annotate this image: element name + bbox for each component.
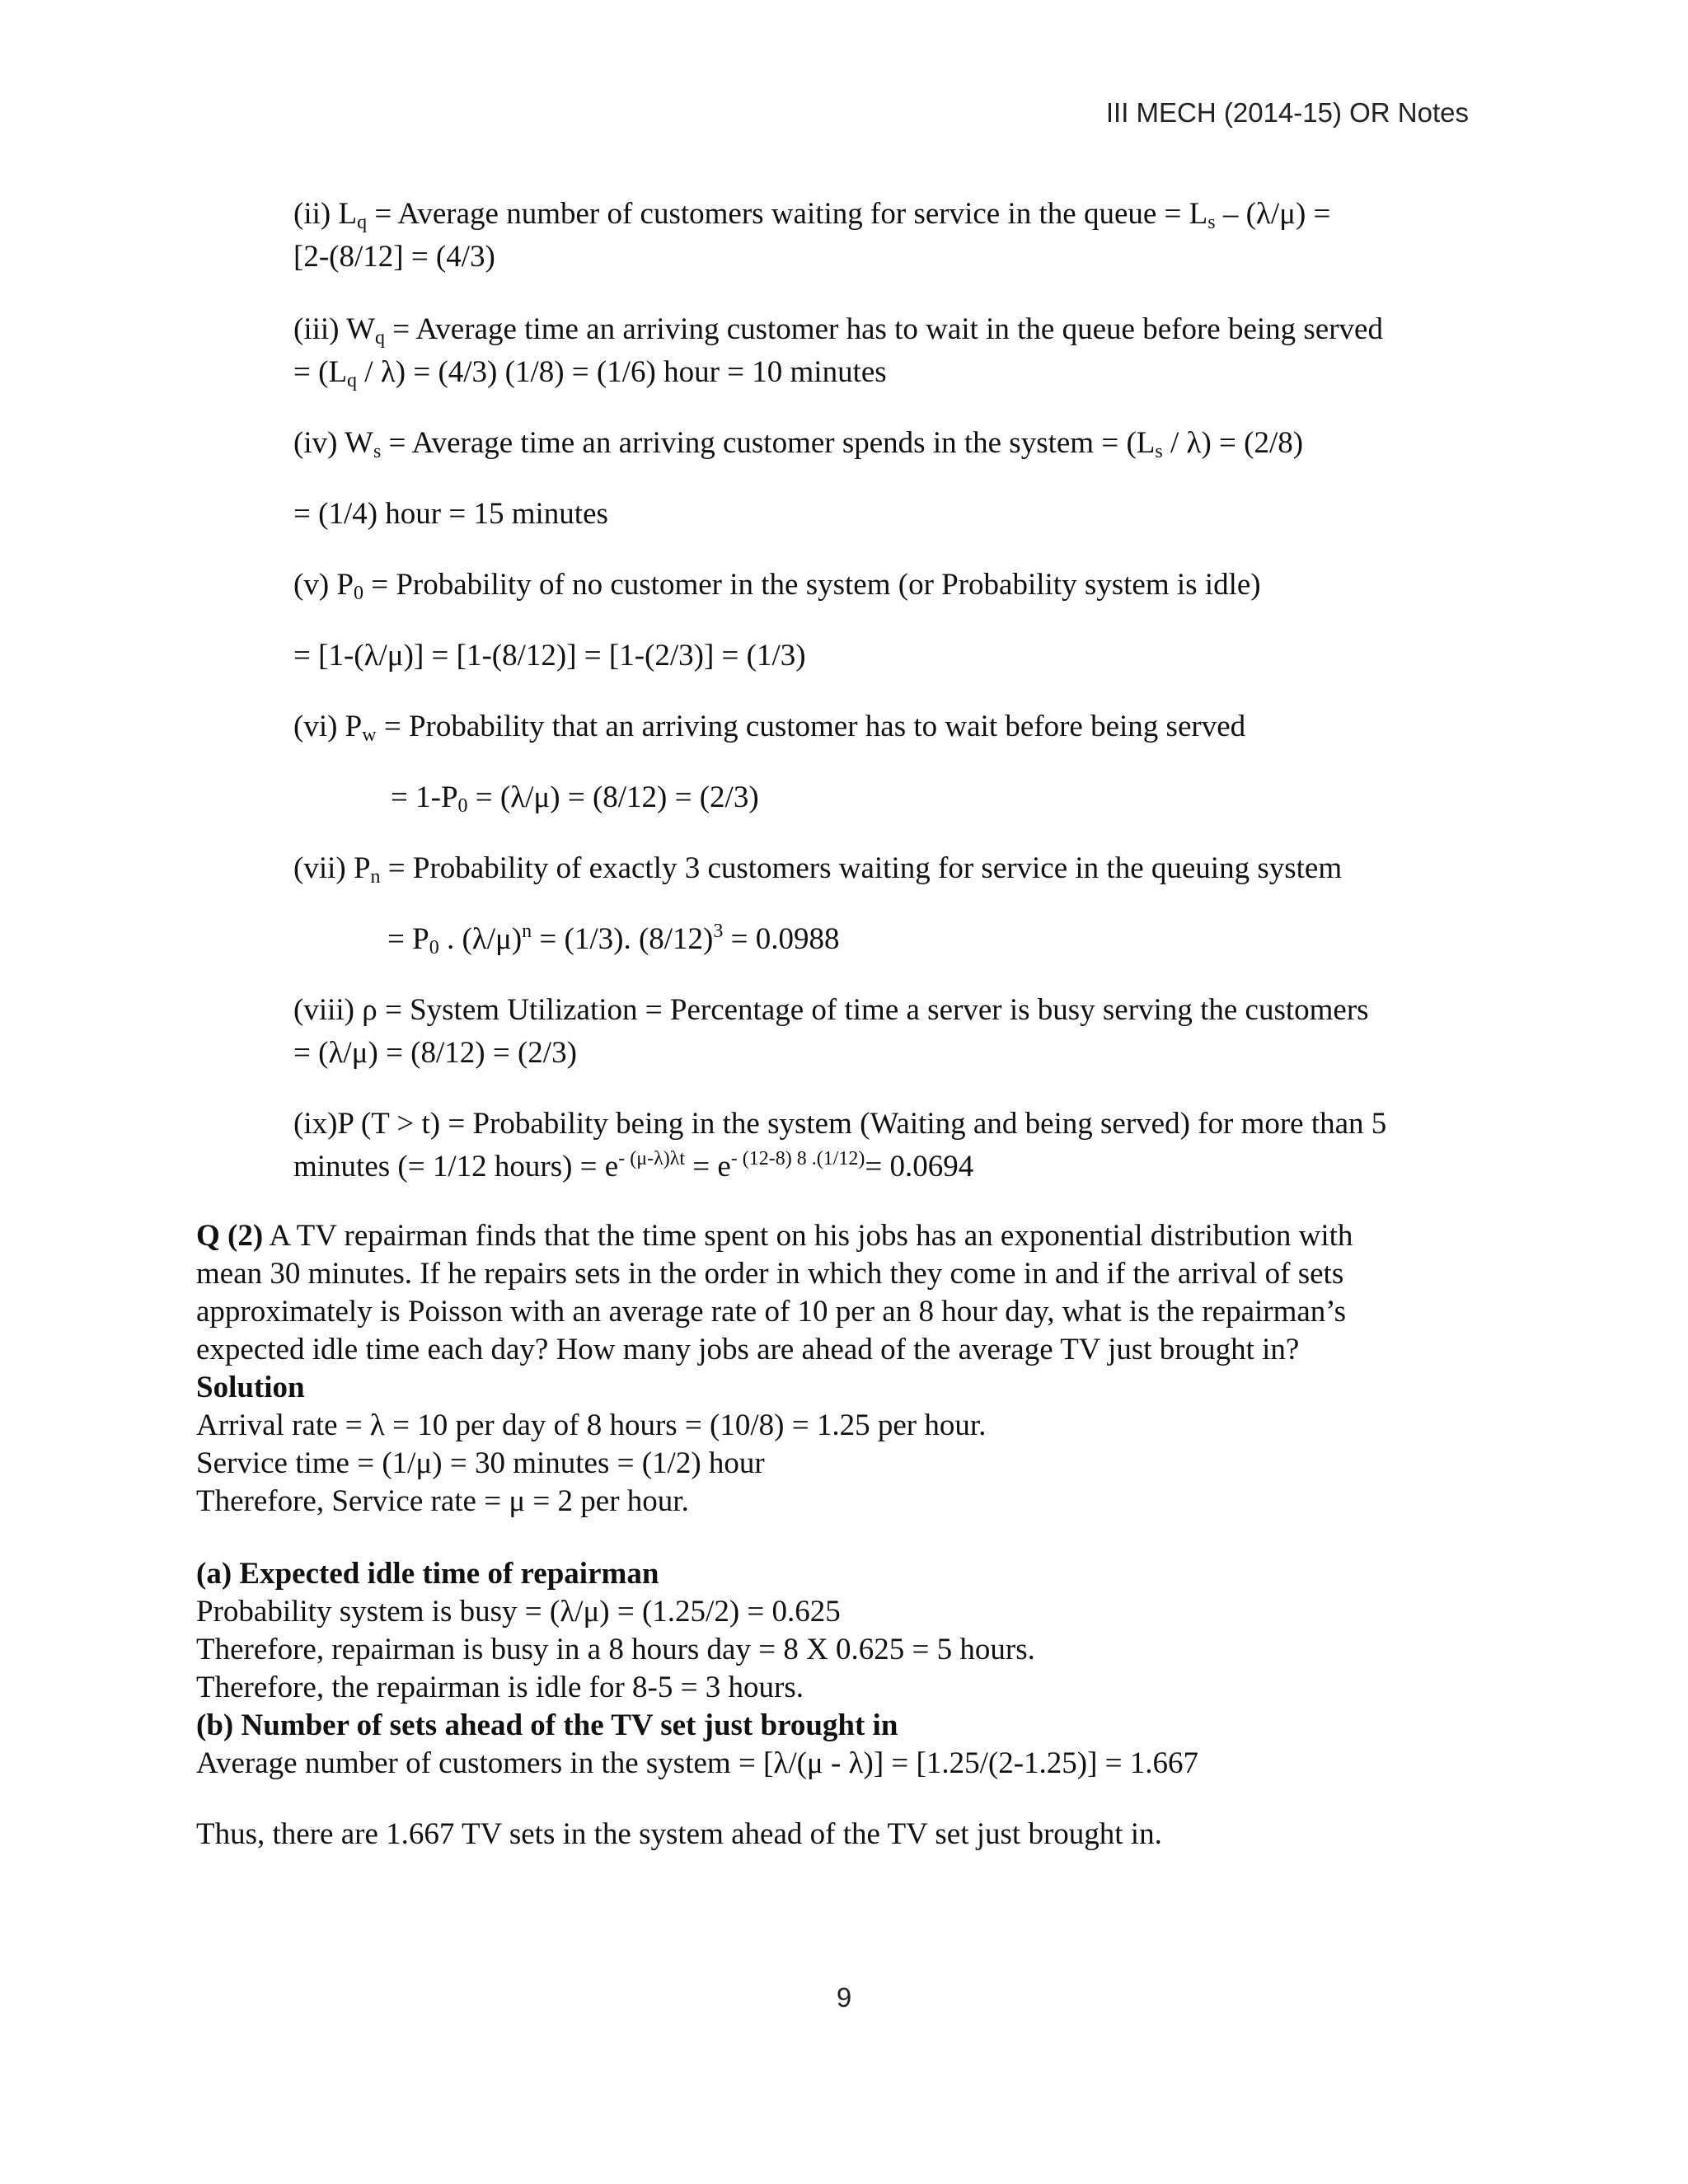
item-v-line2: = [1-(λ/μ)] = [1-(8/12)] = [1-(2/3)] = (1/3) <box>293 639 806 673</box>
page-header: III MECH (2014-15) OR Notes <box>1105 97 1469 128</box>
item-vi-line1: (vi) $P_w$ = Probability that an arriving customer has to wait before being served <box>293 710 1246 746</box>
part-a-line3: Therefore, the repairman is idle for 8-5 = 3 hours. <box>196 1671 804 1704</box>
item-vii-line1: (vii) $P_n$ = Probability of exactly 3 customers waiting for service in the queuing system <box>293 851 1343 888</box>
item-iv-line2: = (1/4) hour = 15 minutes <box>293 497 608 531</box>
item-ii-line2: [2-(8/12] = (4/3) <box>293 240 495 274</box>
item-iii-line2: = $(L_q / \lambda) = (4/3) (1/8) = (1/6)$ hour = 10 minutes <box>293 355 887 391</box>
item-vi-line2: = $1-P_0 = (\lambda/\mu) = (8/12) = (2/3)$ <box>391 780 759 817</box>
q2-line1: Q (2) A TV repairman finds that the time spent on his jobs has an exponential distribution with <box>196 1219 1353 1253</box>
q2-line2: mean 30 minutes. If he repairs sets in the order in which they come in and if the arrival of sets <box>196 1257 1344 1291</box>
item-iv-line1: (iv) $W_s$ = Average time an arriving customer spends in the system = $(L_s / \lambda) = (2/8)$ <box>293 426 1304 462</box>
item-ix-line1: (ix)P (T > t) = Probability being in the system (Waiting and being served) for more than 5 <box>293 1107 1387 1141</box>
item-ii-line1: (ii) $L_q$ = Average number of customers waiting for service in the queue = $L_s - (\lambda/\mu)$ = <box>293 197 1331 233</box>
part-b-heading: (b) Number of sets ahead of the TV set just brought in <box>196 1708 898 1742</box>
item-viii-line1: (viii) ρ = System Utilization = Percentage of time a server is busy serving the customers <box>293 993 1369 1027</box>
part-b-line2: Thus, there are 1.667 TV sets in the system ahead of the TV set just brought in. <box>196 1817 1162 1851</box>
item-viii-line2: = (λ/μ) = (8/12) = (2/3) <box>293 1036 577 1070</box>
solution-line1: Arrival rate = λ = 10 per day of 8 hours = (10/8) = 1.25 per hour. <box>196 1408 987 1442</box>
part-b-line1: Average number of customers in the system = [λ/(μ - λ)] = [1.25/(2-1.25)] = 1.667 <box>196 1746 1199 1780</box>
solution-heading: Solution <box>196 1371 305 1404</box>
item-iii-line1: (iii) $W_q$ = Average time an arriving customer has to wait in the queue before being served <box>293 312 1383 349</box>
item-ix-line2: minutes (= 1/12 hours) = $e^{- (\mu-\lambda)\lambda t} = e^{- (12-8) 8 .(1/12)}= 0.0694$ <box>293 1148 974 1183</box>
solution-line3: Therefore, Service rate = μ = 2 per hour. <box>196 1484 689 1518</box>
part-a-line1: Probability system is busy = (λ/μ) = (1.25/2) = 0.625 <box>196 1595 841 1629</box>
part-a-heading: (a) Expected idle time of repairman <box>196 1557 659 1591</box>
solution-line2: Service time = (1/μ) = 30 minutes = (1/2) hour <box>196 1446 765 1480</box>
item-v-line1: (v) $P_0$ = Probability of no customer in the system (or Probability system is idle) <box>293 568 1261 604</box>
q2-line3: approximately is Poisson with an average rate of 10 per an 8 hour day, what is the repairman’s <box>196 1295 1346 1329</box>
page-number: 9 <box>836 1982 852 2013</box>
q2-line4: expected idle time each day? How many jobs are ahead of the average TV just brought in? <box>196 1333 1300 1366</box>
item-vii-line2: = $P_0$ . $(\lambda/\mu)^n = (1/3)$. $(8/12)^3 = 0.0988$ <box>387 921 840 958</box>
part-a-line2: Therefore, repairman is busy in a 8 hours day = 8 X 0.625 = 5 hours. <box>196 1633 1035 1666</box>
